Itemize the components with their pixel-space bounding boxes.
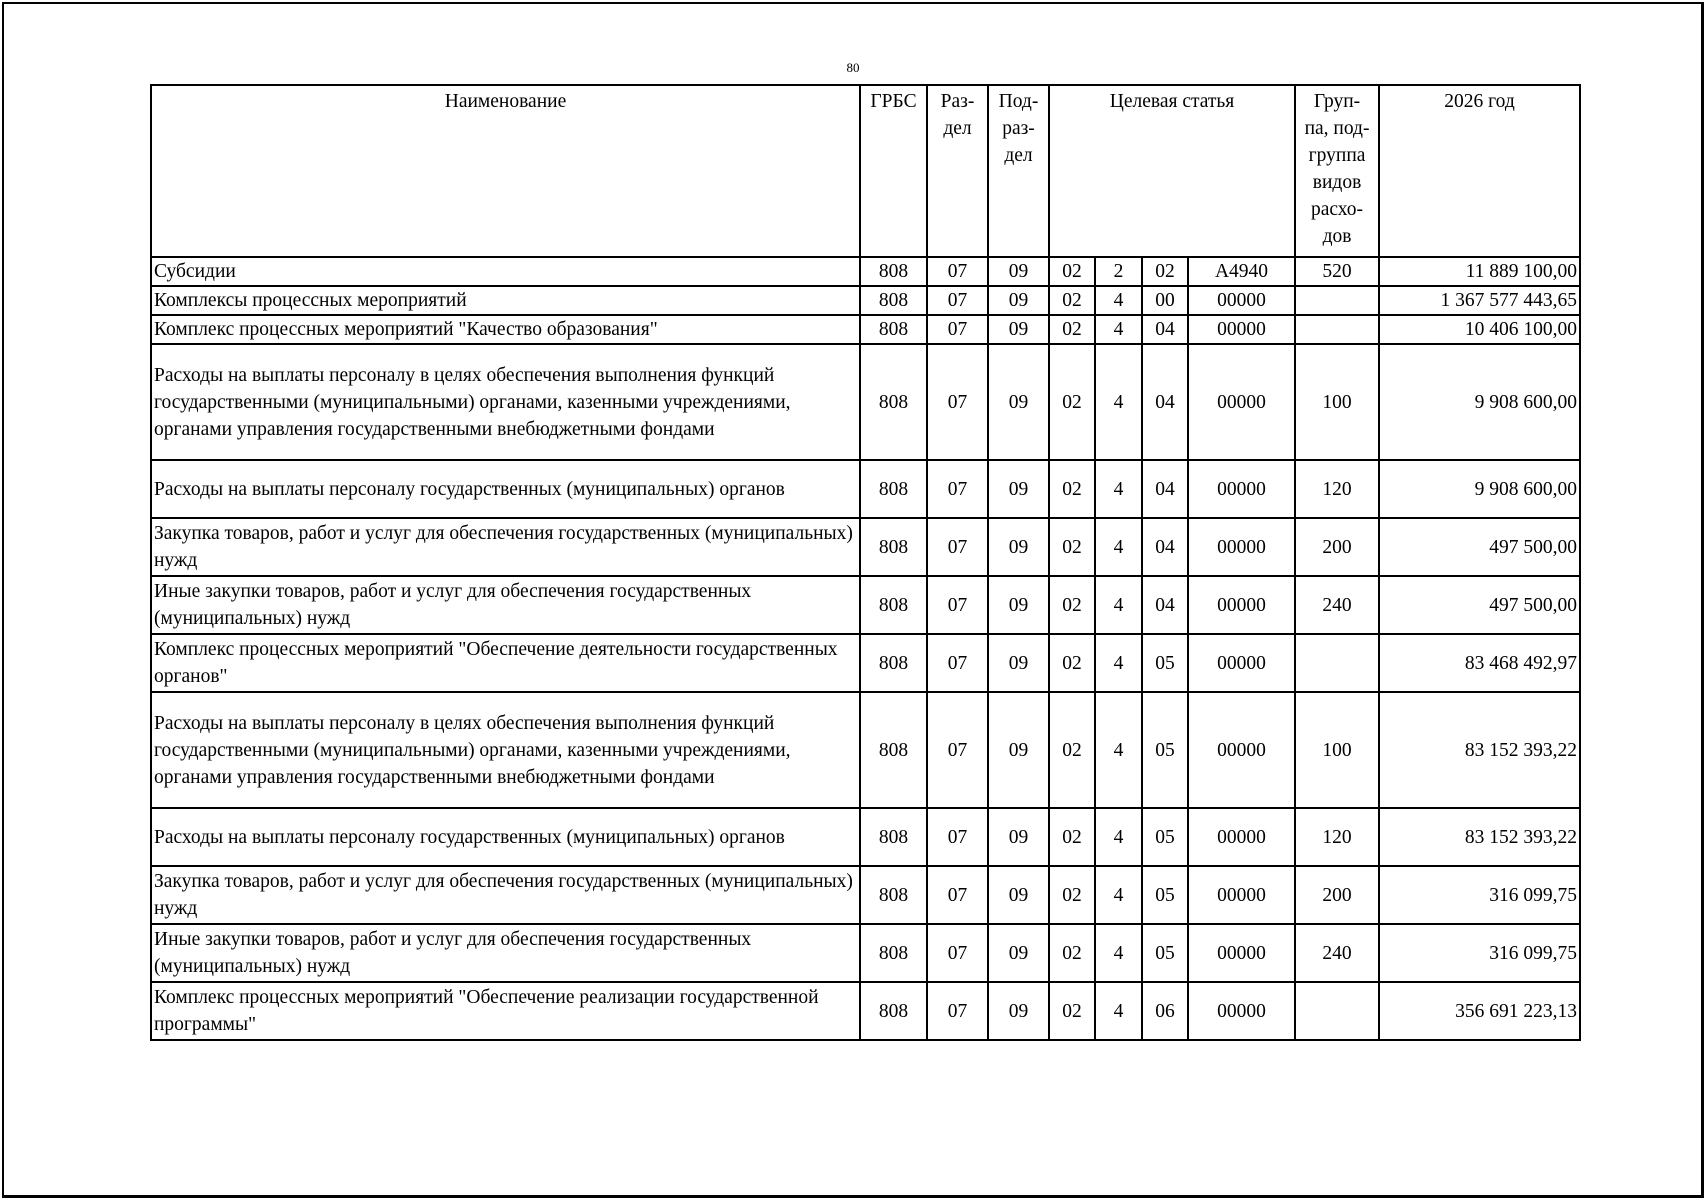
target-part2-cell: 4 <box>1095 344 1142 460</box>
table-row <box>151 866 1580 924</box>
target-part2-cell: 4 <box>1095 692 1142 808</box>
razdel-cell: 07 <box>927 344 988 460</box>
name-cell: Расходы на выплаты персоналу государственных (муниципальных) органов <box>151 460 860 518</box>
target-part4-cell: 00000 <box>1188 924 1295 982</box>
target-part4-cell: А4940 <box>1188 257 1295 286</box>
amount-cell: 316 099,75 <box>1379 866 1580 924</box>
group-cell <box>1295 634 1379 692</box>
target-part4-cell: 00000 <box>1188 286 1295 315</box>
target-part1-cell: 02 <box>1049 518 1095 576</box>
header-grbs: ГРБС <box>860 85 927 257</box>
header-name: Наименование <box>151 85 860 257</box>
amount-cell: 11 889 100,00 <box>1379 257 1580 286</box>
grbs-cell: 808 <box>860 692 927 808</box>
target-part2-cell: 4 <box>1095 808 1142 866</box>
grbs-cell: 808 <box>860 315 927 344</box>
target-part1-cell: 02 <box>1049 576 1095 634</box>
grbs-cell: 808 <box>860 634 927 692</box>
target-part1-cell: 02 <box>1049 634 1095 692</box>
group-cell: 240 <box>1295 576 1379 634</box>
target-part2-cell: 4 <box>1095 866 1142 924</box>
target-part2-cell: 4 <box>1095 518 1142 576</box>
target-part2-cell: 4 <box>1095 924 1142 982</box>
group-cell: 100 <box>1295 692 1379 808</box>
header-target: Целевая статья <box>1049 85 1295 257</box>
name-cell: Комплексы процессных мероприятий <box>151 286 860 315</box>
header-razdel: Раз- дел <box>927 85 988 257</box>
group-cell: 240 <box>1295 924 1379 982</box>
target-part3-cell: 00 <box>1142 286 1188 315</box>
target-part3-cell: 02 <box>1142 257 1188 286</box>
razdel-cell: 07 <box>927 982 988 1040</box>
table-body <box>151 257 1580 1040</box>
target-part4-cell: 00000 <box>1188 982 1295 1040</box>
target-part3-cell: 04 <box>1142 315 1188 344</box>
amount-cell: 497 500,00 <box>1379 518 1580 576</box>
target-part1-cell: 02 <box>1049 808 1095 866</box>
podrazdel-cell: 09 <box>988 982 1049 1040</box>
target-part3-cell: 05 <box>1142 924 1188 982</box>
target-part1-cell: 02 <box>1049 692 1095 808</box>
grbs-cell: 808 <box>860 808 927 866</box>
target-part3-cell: 05 <box>1142 808 1188 866</box>
target-part4-cell: 00000 <box>1188 866 1295 924</box>
budget-table <box>150 84 1581 1041</box>
target-part4-cell: 00000 <box>1188 576 1295 634</box>
target-part4-cell: 00000 <box>1188 808 1295 866</box>
target-part2-cell: 4 <box>1095 315 1142 344</box>
amount-cell: 83 152 393,22 <box>1379 692 1580 808</box>
razdel-cell: 07 <box>927 692 988 808</box>
target-part4-cell: 00000 <box>1188 460 1295 518</box>
header-podrazdel: Под- раз- дел <box>988 85 1049 257</box>
group-cell: 120 <box>1295 808 1379 866</box>
target-part1-cell: 02 <box>1049 982 1095 1040</box>
group-cell <box>1295 982 1379 1040</box>
grbs-cell: 808 <box>860 344 927 460</box>
razdel-cell: 07 <box>927 257 988 286</box>
group-cell: 200 <box>1295 866 1379 924</box>
grbs-cell: 808 <box>860 982 927 1040</box>
table-header-row <box>151 85 1580 257</box>
podrazdel-cell: 09 <box>988 257 1049 286</box>
header-year: 2026 год <box>1379 85 1580 257</box>
table-row <box>151 518 1580 576</box>
table-row <box>151 576 1580 634</box>
target-part3-cell: 04 <box>1142 344 1188 460</box>
razdel-cell: 07 <box>927 808 988 866</box>
grbs-cell: 808 <box>860 866 927 924</box>
target-part3-cell: 04 <box>1142 518 1188 576</box>
amount-cell: 10 406 100,00 <box>1379 315 1580 344</box>
name-cell: Расходы на выплаты персоналу государственных (муниципальных) органов <box>151 808 860 866</box>
amount-cell: 316 099,75 <box>1379 924 1580 982</box>
target-part1-cell: 02 <box>1049 924 1095 982</box>
razdel-cell: 07 <box>927 460 988 518</box>
target-part4-cell: 00000 <box>1188 518 1295 576</box>
table-row <box>151 344 1580 460</box>
target-part1-cell: 02 <box>1049 344 1095 460</box>
podrazdel-cell: 09 <box>988 924 1049 982</box>
razdel-cell: 07 <box>927 634 988 692</box>
table-row <box>151 692 1580 808</box>
razdel-cell: 07 <box>927 576 988 634</box>
name-cell: Расходы на выплаты персоналу в целях обеспечения выполнения функций государственными (муниципальными) органами, казенными учреждениями, органами управления государственными внебюджетными фондами <box>151 692 860 808</box>
group-cell: 520 <box>1295 257 1379 286</box>
grbs-cell: 808 <box>860 518 927 576</box>
grbs-cell: 808 <box>860 286 927 315</box>
table-row <box>151 257 1580 286</box>
target-part3-cell: 05 <box>1142 634 1188 692</box>
target-part2-cell: 2 <box>1095 257 1142 286</box>
group-cell: 200 <box>1295 518 1379 576</box>
amount-cell: 83 152 393,22 <box>1379 808 1580 866</box>
grbs-cell: 808 <box>860 924 927 982</box>
name-cell: Расходы на выплаты персоналу в целях обеспечения выполнения функций государственными (муниципальными) органами, казенными учреждениями, органами управления государственными внебюджетными фондами <box>151 344 860 460</box>
target-part3-cell: 05 <box>1142 866 1188 924</box>
target-part1-cell: 02 <box>1049 286 1095 315</box>
target-part2-cell: 4 <box>1095 576 1142 634</box>
razdel-cell: 07 <box>927 518 988 576</box>
name-cell: Закупка товаров, работ и услуг для обеспечения государственных (муниципальных) нужд <box>151 518 860 576</box>
name-cell: Иные закупки товаров, работ и услуг для обеспечения государственных (муниципальных) нужд <box>151 576 860 634</box>
razdel-cell: 07 <box>927 866 988 924</box>
name-cell: Иные закупки товаров, работ и услуг для обеспечения государственных (муниципальных) нужд <box>151 924 860 982</box>
grbs-cell: 808 <box>860 460 927 518</box>
podrazdel-cell: 09 <box>988 634 1049 692</box>
target-part1-cell: 02 <box>1049 315 1095 344</box>
name-cell: Субсидии <box>151 257 860 286</box>
podrazdel-cell: 09 <box>988 808 1049 866</box>
target-part1-cell: 02 <box>1049 866 1095 924</box>
group-cell <box>1295 315 1379 344</box>
table-row <box>151 982 1580 1040</box>
amount-cell: 356 691 223,13 <box>1379 982 1580 1040</box>
target-part1-cell: 02 <box>1049 257 1095 286</box>
target-part3-cell: 05 <box>1142 692 1188 808</box>
target-part4-cell: 00000 <box>1188 344 1295 460</box>
table-row <box>151 286 1580 315</box>
target-part3-cell: 04 <box>1142 576 1188 634</box>
table-row <box>151 460 1580 518</box>
target-part3-cell: 06 <box>1142 982 1188 1040</box>
name-cell: Комплекс процессных мероприятий "Обеспечение реализации государственной программы" <box>151 982 860 1040</box>
amount-cell: 9 908 600,00 <box>1379 344 1580 460</box>
podrazdel-cell: 09 <box>988 866 1049 924</box>
podrazdel-cell: 09 <box>988 315 1049 344</box>
amount-cell: 83 468 492,97 <box>1379 634 1580 692</box>
target-part2-cell: 4 <box>1095 634 1142 692</box>
target-part2-cell: 4 <box>1095 460 1142 518</box>
podrazdel-cell: 09 <box>988 286 1049 315</box>
podrazdel-cell: 09 <box>988 460 1049 518</box>
table-row <box>151 634 1580 692</box>
amount-cell: 9 908 600,00 <box>1379 460 1580 518</box>
razdel-cell: 07 <box>927 286 988 315</box>
name-cell: Закупка товаров, работ и услуг для обеспечения государственных (муниципальных) нужд <box>151 866 860 924</box>
razdel-cell: 07 <box>927 315 988 344</box>
target-part2-cell: 4 <box>1095 982 1142 1040</box>
podrazdel-cell: 09 <box>988 344 1049 460</box>
group-cell <box>1295 286 1379 315</box>
razdel-cell: 07 <box>927 924 988 982</box>
table-row <box>151 315 1580 344</box>
target-part1-cell: 02 <box>1049 460 1095 518</box>
table-row <box>151 924 1580 982</box>
header-group: Груп- па, под- группа видов расхо- дов <box>1295 85 1379 257</box>
target-part4-cell: 00000 <box>1188 315 1295 344</box>
grbs-cell: 808 <box>860 257 927 286</box>
amount-cell: 1 367 577 443,65 <box>1379 286 1580 315</box>
page-number: 80 <box>846 60 860 75</box>
target-part2-cell: 4 <box>1095 286 1142 315</box>
group-cell: 100 <box>1295 344 1379 460</box>
group-cell: 120 <box>1295 460 1379 518</box>
podrazdel-cell: 09 <box>988 518 1049 576</box>
target-part4-cell: 00000 <box>1188 634 1295 692</box>
target-part4-cell: 00000 <box>1188 692 1295 808</box>
name-cell: Комплекс процессных мероприятий "Обеспечение деятельности государственных органов" <box>151 634 860 692</box>
podrazdel-cell: 09 <box>988 692 1049 808</box>
podrazdel-cell: 09 <box>988 576 1049 634</box>
grbs-cell: 808 <box>860 576 927 634</box>
target-part3-cell: 04 <box>1142 460 1188 518</box>
name-cell: Комплекс процессных мероприятий "Качество образования" <box>151 315 860 344</box>
amount-cell: 497 500,00 <box>1379 576 1580 634</box>
table-row <box>151 808 1580 866</box>
